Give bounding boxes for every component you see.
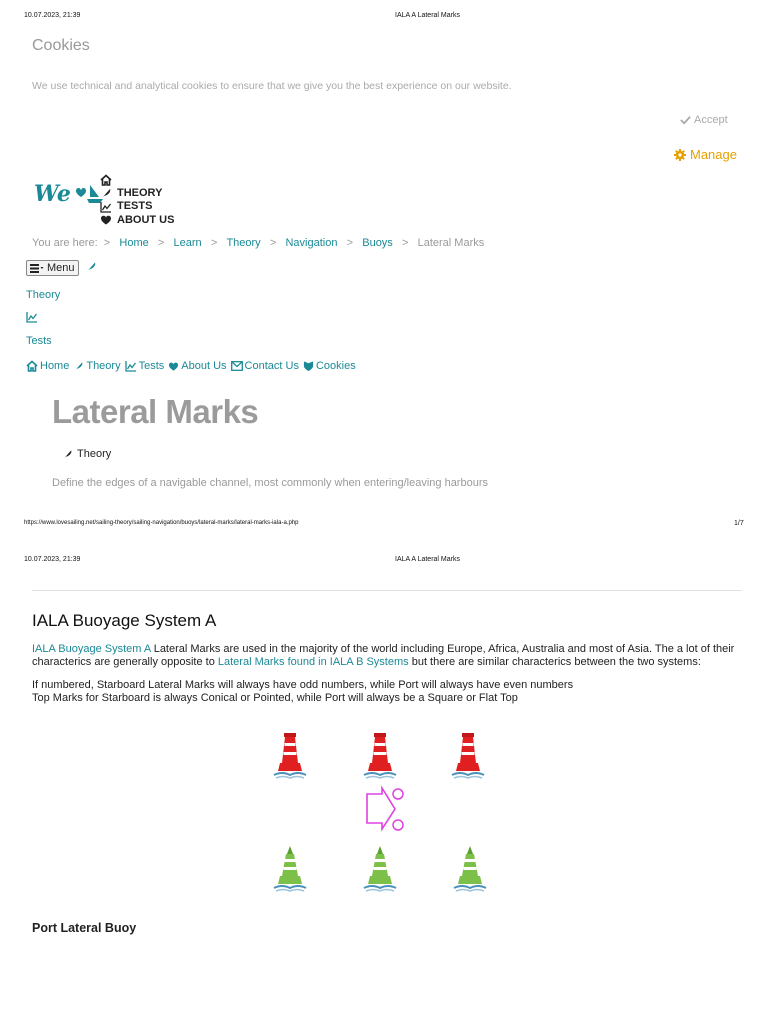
divider: [32, 590, 742, 591]
main-nav-cookies[interactable]: [303, 360, 356, 372]
accept-label: Accept: [694, 114, 728, 126]
site-logo[interactable]: [34, 181, 105, 207]
port-buoy-icon: [364, 733, 396, 778]
accept-button[interactable]: [680, 114, 728, 126]
breadcrumb-separator: >: [210, 237, 218, 249]
intro-paragraph: [32, 643, 742, 668]
feather-icon: [73, 360, 84, 372]
cookies-text: We use technical and analytical cookies to ensure that we give you the best experience on our website.: [32, 80, 512, 92]
direction-arrow-icon: [367, 788, 403, 830]
breadcrumb-separator: >: [401, 237, 409, 249]
print-datetime: 10.07.2023, 21:39: [24, 12, 81, 19]
section-heading: IALA Buoyage System A: [32, 611, 217, 630]
breadcrumb: [32, 237, 484, 249]
breadcrumb-separator: >: [103, 237, 111, 249]
top-nav: [100, 173, 174, 227]
check-icon: [680, 115, 691, 125]
top-nav-about[interactable]: ABOUT US: [117, 213, 175, 226]
breadcrumb-learn[interactable]: Learn: [173, 237, 202, 249]
iala-b-link[interactable]: Lateral Marks found in IALA B Systems: [217, 655, 409, 668]
buoy-illustration: [260, 725, 500, 895]
side-nav-tests[interactable]: Tests: [26, 335, 52, 347]
gear-icon: [674, 149, 686, 161]
print-url: https://www.lovesailing.net/sailing-theory/sailing-navigation/buoys/lateral-marks/lateral-marks-iala-a.php: [24, 520, 299, 526]
menu-button[interactable]: [26, 260, 79, 276]
main-nav-cookies-label: Cookies: [315, 360, 356, 372]
breadcrumb-buoys[interactable]: Buoys: [362, 237, 393, 249]
main-nav-theory-label: Theory: [86, 360, 121, 372]
breadcrumb-theory[interactable]: Theory: [226, 237, 261, 249]
main-nav-tests-label: Tests: [138, 360, 165, 372]
print-page-number: 1/7: [734, 520, 744, 527]
feather-icon[interactable]: [85, 260, 97, 273]
feather-icon: [100, 187, 112, 199]
port-buoy-icon: [452, 733, 484, 778]
chart-icon[interactable]: [26, 311, 38, 323]
heart-icon: [168, 361, 179, 372]
main-nav-theory[interactable]: [73, 360, 120, 372]
rule-topmarks: Top Marks for Starboard is always Conical or Pointed, while Port will always be a Square or Flat Top: [32, 691, 518, 704]
print-title: IALA A Lateral Marks: [395, 556, 460, 563]
page-subtitle: Define the edges of a navigable channel, most commonly when entering/leaving harbours: [52, 477, 488, 489]
logo-text: We: [34, 181, 71, 207]
rule-numbering: If numbered, Starboard Lateral Marks will always have odd numbers, while Port will always have even numbers: [32, 679, 574, 691]
home-icon[interactable]: [100, 174, 112, 186]
cookies-title: Cookies: [32, 37, 90, 54]
main-nav-contact[interactable]: [231, 360, 299, 372]
manage-label: Manage: [690, 147, 737, 162]
home-icon: [26, 360, 38, 372]
print-datetime: 10.07.2023, 21:39: [24, 556, 81, 563]
breadcrumb-home[interactable]: Home: [119, 237, 149, 249]
main-nav-home-label: Home: [40, 360, 70, 372]
chart-icon: [100, 201, 112, 213]
breadcrumb-current: Lateral Marks: [417, 237, 485, 249]
page-title: Lateral Marks: [52, 393, 259, 430]
side-nav-theory[interactable]: Theory: [26, 289, 61, 301]
port-buoy-icon: [274, 733, 306, 778]
top-nav-tests[interactable]: TESTS: [117, 200, 153, 212]
print-title: IALA A Lateral Marks: [395, 12, 460, 19]
menu-label: Menu: [47, 262, 75, 274]
chart-icon: [125, 360, 137, 372]
iala-a-link[interactable]: IALA Buoyage System A: [32, 643, 151, 655]
breadcrumb-separator: >: [346, 237, 354, 249]
top-nav-theory[interactable]: THEORY: [117, 186, 163, 199]
rules-paragraph: [32, 679, 573, 704]
port-lateral-heading: Port Lateral Buoy: [32, 921, 137, 935]
intro-text: Lateral Marks are used in the majority of the world including Europe, Africa, Australia and most of Asia. The a lot of their characterics are generally opposite to: [32, 643, 735, 668]
intro-text-end: but there are similar characterics between the two systems:: [408, 655, 701, 668]
main-nav-contact-label: Contact Us: [244, 360, 299, 372]
starboard-buoy-icon: [364, 846, 396, 891]
main-nav-tests[interactable]: [125, 360, 165, 372]
shield-icon: [303, 360, 314, 372]
main-nav-home[interactable]: [26, 360, 69, 372]
theory-tag[interactable]: [62, 448, 111, 460]
breadcrumb-separator: >: [157, 237, 165, 249]
starboard-buoy-icon: [454, 846, 486, 891]
starboard-buoy-icon: [274, 846, 306, 891]
menu-icon: [30, 264, 44, 273]
breadcrumb-navigation[interactable]: Navigation: [285, 237, 338, 249]
main-nav-about[interactable]: [168, 360, 226, 372]
main-nav: [26, 360, 356, 372]
feather-icon: [62, 448, 73, 460]
manage-button[interactable]: [674, 147, 737, 162]
theory-tag-label: Theory: [77, 448, 112, 460]
main-nav-about-label: About Us: [181, 360, 227, 372]
breadcrumb-separator: >: [269, 237, 277, 249]
heart-icon: [100, 214, 112, 226]
breadcrumb-prefix: You are here:: [32, 237, 98, 249]
envelope-icon: [231, 361, 243, 371]
